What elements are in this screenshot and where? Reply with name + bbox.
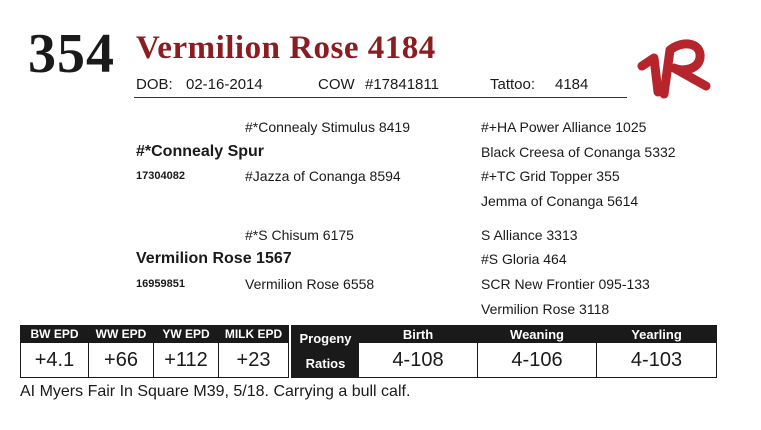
sire-dam-dam: Jemma of Conanga 5614	[481, 193, 639, 209]
sire-sire-sire: #+HA Power Alliance 1025	[481, 119, 647, 135]
epd-column-yw	[154, 326, 219, 377]
epd-value: +112	[164, 349, 208, 371]
epd-header: YW EPD	[154, 326, 218, 343]
progeny-header: Birth	[359, 326, 477, 343]
epd-value: +23	[236, 349, 271, 371]
ranch-brand-logo	[636, 28, 716, 108]
sire-sire-dam: Black Creesa of Conanga 5332	[481, 144, 676, 160]
progeny-column-weaning	[478, 326, 597, 377]
progeny-header: Yearling	[597, 326, 716, 343]
progeny-header: Weaning	[478, 326, 596, 343]
lot-footnote: AI Myers Fair In Square M39, 5/18. Carrying a bull calf.	[20, 383, 411, 400]
tattoo-value: 4184	[555, 76, 589, 93]
sire-name: #*Connealy Spur	[136, 143, 265, 160]
dam-name: Vermilion Rose 1567	[136, 250, 292, 267]
progeny-ratios-label	[292, 326, 359, 377]
progeny-column-yearling	[597, 326, 716, 377]
epd-header: MILK EPD	[219, 326, 288, 343]
lot-number: 354	[28, 23, 115, 85]
epd-header: BW EPD	[21, 326, 88, 343]
header-divider	[134, 97, 627, 98]
epd-table	[20, 325, 289, 378]
dob-label: DOB:	[136, 76, 173, 93]
progeny-ratios-table	[291, 325, 717, 378]
dam-dam-dam: Vermilion Rose 3118	[481, 301, 610, 317]
progeny-value: 4-108	[392, 349, 444, 371]
ratios-label: Ratios	[305, 356, 346, 371]
registration-number: #17841811	[365, 76, 439, 93]
progeny-value: 4-103	[630, 349, 683, 371]
epd-column-milk	[219, 326, 288, 377]
epd-value: +4.1	[34, 349, 75, 371]
animal-name: Vermilion Rose 4184	[136, 30, 436, 66]
sire-dam: #Jazza of Conanga 8594	[245, 168, 401, 184]
dam-dam-sire: SCR New Frontier 095-133	[481, 276, 650, 292]
animal-type: COW	[318, 76, 355, 93]
progeny-label: Progeny	[299, 331, 352, 346]
progeny-column-birth	[359, 326, 478, 377]
dam-sire-sire: S Alliance 3313	[481, 227, 578, 243]
progeny-value: 4-106	[511, 349, 563, 371]
dam-sire: #*S Chisum 6175	[245, 227, 354, 243]
dam-registration: 16959851	[136, 278, 185, 290]
sire-registration: 17304082	[136, 170, 185, 182]
dob-value: 02-16-2014	[186, 76, 263, 93]
epd-column-bw	[21, 326, 89, 377]
sire-sire: #*Connealy Stimulus 8419	[245, 119, 410, 135]
epd-header: WW EPD	[89, 326, 153, 343]
dam-sire-dam: #S Gloria 464	[481, 251, 567, 267]
tattoo-label: Tattoo:	[490, 76, 536, 93]
epd-value: +66	[104, 349, 138, 371]
sire-dam-sire: #+TC Grid Topper 355	[481, 168, 620, 184]
dam-dam: Vermilion Rose 6558	[245, 276, 375, 292]
epd-column-ww	[89, 326, 154, 377]
